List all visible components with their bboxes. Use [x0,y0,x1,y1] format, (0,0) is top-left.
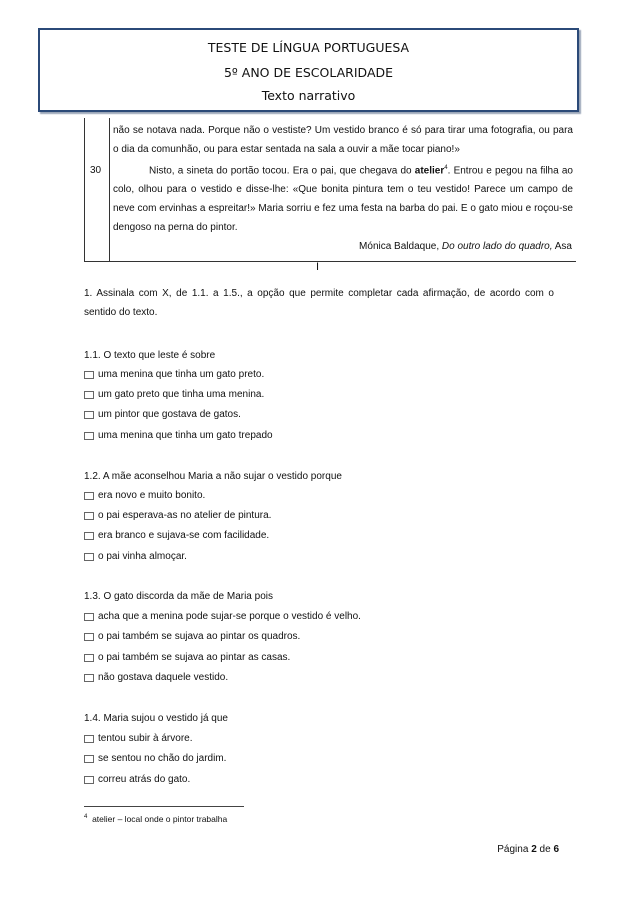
checkbox[interactable] [84,411,94,419]
checkbox[interactable] [84,755,94,763]
page-number [497,844,559,855]
checkbox[interactable] [84,776,94,784]
option-label: acha que a menina pode sujar-se porque o vestido é velho. [98,611,361,622]
option-label: um gato preto que tinha uma menina. [98,389,265,400]
option-1-4-c[interactable] [84,774,190,785]
test-title: TESTE DE LÍNGUA PORTUGUESA [207,40,410,55]
checkbox[interactable] [84,613,94,621]
source-citation [359,241,572,252]
page-label: Página [497,844,532,855]
option-label: o pai vinha almoçar. [98,551,187,562]
checkbox[interactable] [84,512,94,520]
option-label: um pintor que gostava de gatos. [98,409,241,420]
checkbox[interactable] [84,391,94,399]
checkbox[interactable] [84,532,94,540]
option-1-3-a[interactable] [84,611,361,622]
paragraph-1: não se notava nada. Porque não o vestiste? Um vestido branco é só para tirar uma fotografia, ou para o dia da comunhão, ou para estar sentada na sala a ouvir a mãe tocar piano!» [113,125,573,155]
checkbox[interactable] [84,371,94,379]
header-box [38,28,579,112]
question-1-1: 1.1. O texto que leste é sobre [84,350,216,361]
option-label: correu atrás do gato. [98,774,191,785]
option-1-3-b[interactable] [84,631,300,642]
source-title: Do outro lado do quadro, [441,241,553,252]
text-type-label: Texto narrativo [261,88,356,103]
option-1-3-d[interactable] [84,672,228,683]
option-label: era branco e sujava-se com facilidade. [98,530,270,541]
line-number: 30 [90,165,102,176]
checkbox[interactable] [84,492,94,500]
footnote-number: 4 [84,814,88,821]
current-page: 2 [531,844,537,855]
option-label: o pai esperava-as no atelier de pintura. [98,510,272,521]
section-number: I [316,261,320,273]
source-author: Mónica Baldaque, [359,241,442,252]
page-of: de [536,844,554,855]
narrative-text-box [84,118,576,262]
margin-divider [109,118,110,261]
option-1-1-b[interactable] [84,389,264,400]
option-1-2-b[interactable] [84,510,271,521]
checkbox[interactable] [84,674,94,682]
option-1-2-a[interactable] [84,490,205,501]
atelier-term: atelier [414,165,445,177]
checkbox[interactable] [84,654,94,662]
option-label: tentou subir à árvore. [98,733,193,744]
option-label: se sentou no chão do jardim. [98,753,227,764]
total-pages: 6 [553,844,559,855]
option-1-4-b[interactable] [84,753,226,764]
option-1-1-c[interactable] [84,409,241,420]
option-label: uma menina que tinha um gato trepado [98,430,273,441]
checkbox[interactable] [84,633,94,641]
checkbox[interactable] [84,432,94,440]
option-label: não gostava daquele vestido. [98,672,229,683]
option-label: o pai também se sujava ao pintar os quadros. [98,631,301,642]
option-label: era novo e muito bonito. [98,490,206,501]
question-1-4: 1.4. Maria sujou o vestido já que [84,713,228,724]
question-1-3: 1.3. O gato discorda da mãe de Maria pois [84,591,273,602]
checkbox[interactable] [84,553,94,561]
option-1-3-c[interactable] [84,652,290,663]
instruction-text: 1. Assinala com X, de 1.1. a 1.5., a opção que permite completar cada afirmação, de acordo com o sentido do texto. [84,288,554,318]
option-label: uma menina que tinha um gato preto. [98,369,265,380]
checkbox[interactable] [84,735,94,743]
footnote-text: atelier – local onde o pintor trabalha [92,814,228,824]
option-1-1-a[interactable] [84,369,264,380]
grade-label: 5º ANO DE ESCOLARIDADE [223,65,394,80]
option-1-2-c[interactable] [84,530,269,541]
footnote [84,814,227,824]
question-1-2: 1.2. A mãe aconselhou Maria a não sujar o vestido porque [84,471,342,482]
source-publisher: Asa [552,241,572,252]
p2-text-before: Nisto, a sineta do portão tocou. Era o pai, que chegava do [149,165,415,177]
option-1-2-d[interactable] [84,551,187,562]
option-label: o pai também se sujava ao pintar as casas. [98,652,291,663]
option-1-4-a[interactable] [84,733,193,744]
p2-text-after: . Entrou e pegou na filha ao colo, olhou para o vestido e disse-lhe: «Que bonita pintura tem o teu vestido! Parece um campo de neve com ervinhas a espreitar!» Maria sorriu e fez uma festa na barba do pai. E o gato miou e roçou-se dengoso na perna do pintor. [113,165,573,234]
footnote-divider [84,806,244,807]
paragraph-2 [113,159,573,237]
footnote-ref: 4 [444,165,448,171]
option-1-1-d[interactable] [84,430,273,441]
